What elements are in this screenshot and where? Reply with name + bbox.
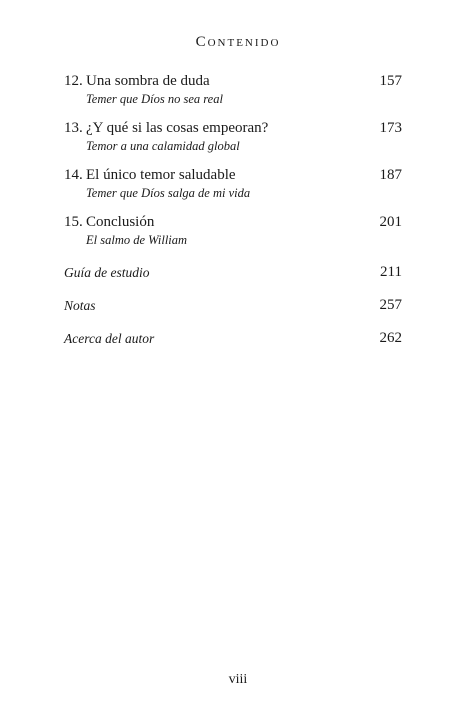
chapter-number: 12. (64, 73, 83, 89)
section-title: Guía de estudio (64, 265, 150, 280)
chapter-page-number: 187 (379, 167, 402, 183)
running-head: Contenido (195, 34, 281, 50)
chapter-title: ¿Y qué si las cosas empeoran? (86, 120, 269, 136)
chapter-title: Conclusión (86, 214, 155, 230)
section-page-number: 211 (380, 264, 402, 280)
toc-entry-about-author[interactable] (64, 329, 402, 362)
chapter-page-number: 201 (379, 214, 402, 230)
section-title: Acerca del autor (64, 331, 155, 346)
section-title: Notas (64, 298, 96, 313)
chapter-number: 15. (64, 214, 83, 230)
chapter-title: Una sombra de duda (86, 73, 210, 89)
toc-entry-study-guide[interactable] (64, 263, 402, 296)
toc-entry-chapter-14[interactable] (64, 166, 402, 213)
chapter-number: 13. (64, 120, 83, 136)
table-of-contents (64, 72, 402, 362)
chapter-title-line (64, 119, 402, 138)
chapter-subtitle: Temer que Díos no sea real (86, 92, 223, 106)
toc-entry-chapter-15[interactable] (64, 213, 402, 260)
toc-entry-notes[interactable] (64, 296, 402, 329)
chapter-subtitle: Temer que Díos salga de mi vida (86, 186, 251, 200)
chapter-title-line (64, 166, 402, 185)
chapter-title: El único temor saludable (86, 167, 236, 183)
chapter-number: 14. (64, 167, 83, 183)
page-folio: viii (228, 672, 248, 687)
chapter-page-number: 173 (379, 120, 402, 136)
chapter-page-number: 157 (379, 73, 402, 89)
toc-entry-chapter-13[interactable] (64, 119, 402, 166)
chapter-subtitle: Temor a una calamidad global (86, 139, 240, 153)
toc-entry-chapter-12[interactable] (64, 72, 402, 119)
chapter-title-line (64, 213, 402, 232)
chapter-subtitle: El salmo de William (86, 233, 188, 247)
section-page-number: 257 (379, 297, 402, 313)
chapter-title-line (64, 72, 402, 91)
section-page-number: 262 (379, 330, 402, 346)
